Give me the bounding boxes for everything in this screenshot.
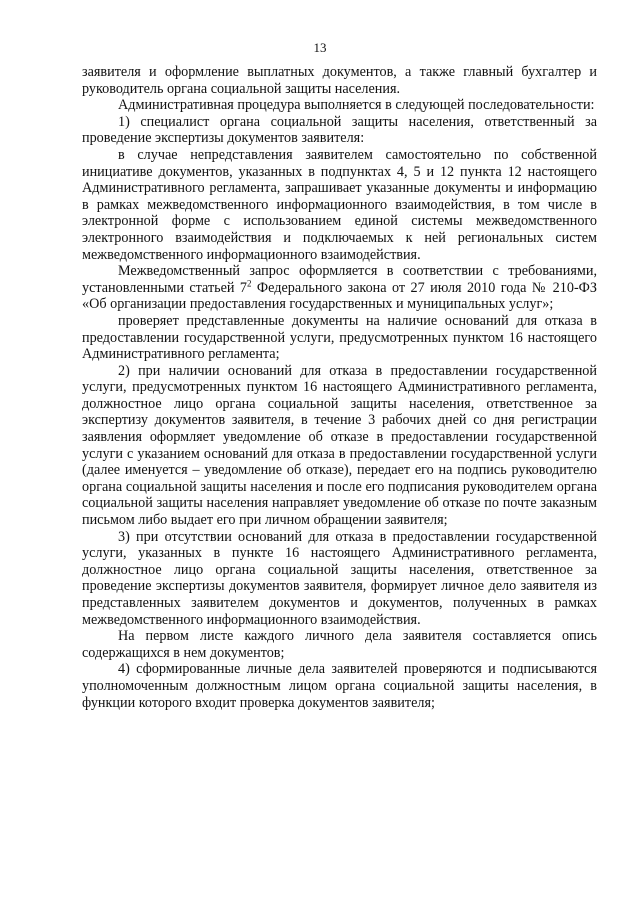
paragraph-step-2: 2) при наличии оснований для отказа в предоставлении государственной услуги, предусмотренных пунктом 16 настоящего Административного регламента, должностное лицо органа социальной защиты населения, ответственное за экспертизу документов заявителя, в течение 3 рабочих дней со дня регистрации заявления оформляет уведомление об отказе в предоставлении государственной услуги с указанием оснований для отказа в предоставлении государственной услуги (далее именуется – уведомление об отказе), передает его на подпись руководителю органа социальной защиты населения и после его подписания руководителем органа социальной защиты населения направляет уведомление об отказе по почте заказным письмом либо выдает его при личном обращении заявителя; xyxy=(82,362,597,529)
paragraph-procedure-intro: Административная процедура выполняется в следующей последовательности: xyxy=(118,97,595,114)
paragraph-step-3: 3) при отсутствии оснований для отказа в предоставлении государственной услуги, указанных в пункте 16 настоящего Административного регламента, должностное лицо органа социальной защиты населения, ответственное за проведение экспертизы документов заявителя, формирует личное дело заявителя из представленных заявителем документов и документов, полученных в рамках межведомственного информационного взаимодействия. xyxy=(82,528,597,628)
paragraph-continuation: заявителя и оформление выплатных документов, а также главный бухгалтер и руководитель органа социальной защиты населения. xyxy=(82,64,597,97)
request-text-start: Межведомственный запрос оформляется в соответствии с требованиями, установленными статьей 7 xyxy=(82,263,597,296)
page-number: 13 xyxy=(313,40,327,55)
paragraph-step-1: 1) специалист органа социальной защиты населения, ответственный за проведение экспертизы документов заявителя: xyxy=(82,113,597,147)
paragraph-step-4: 4) сформированные личные дела заявителей проверяются и подписываются уполномоченным должностным лицом органа социальной защиты населения, в функции которого входит проверка документов заявителя; xyxy=(82,661,597,711)
article-superscript: 2 xyxy=(247,277,252,288)
request-text-end: Федерального закона от 27 июля 2010 года № 210-ФЗ «Об организации предоставления государственных и муниципальных услуг»; xyxy=(82,279,597,313)
document-body xyxy=(82,64,597,711)
paragraph-inventory: На первом листе каждого личного дела заявителя составляется опись содержащихся в нем документов; xyxy=(82,628,597,661)
paragraph-step-1-request: в случае непредставления заявителем самостоятельно по собственной инициативе документов, указанных в подпунктах 4, 5 и 12 пункта 12 настоящего Административного регламента, запрашивает указанные документы и информацию в рамках межведомственного информационного взаимодействия, в том числе в электронной форме с использованием единой системы межведомственного электронного взаимодействия и подключаемых к ней региональных систем межведомственного информационного взаимодействия. xyxy=(82,146,597,263)
paragraph-step-1-check: проверяет представленные документы на наличие оснований для отказа в предоставлении государственной услуги, предусмотренных пунктом 16 настоящего Административного регламента; xyxy=(82,312,597,363)
paragraph-interagency-request xyxy=(82,263,597,313)
